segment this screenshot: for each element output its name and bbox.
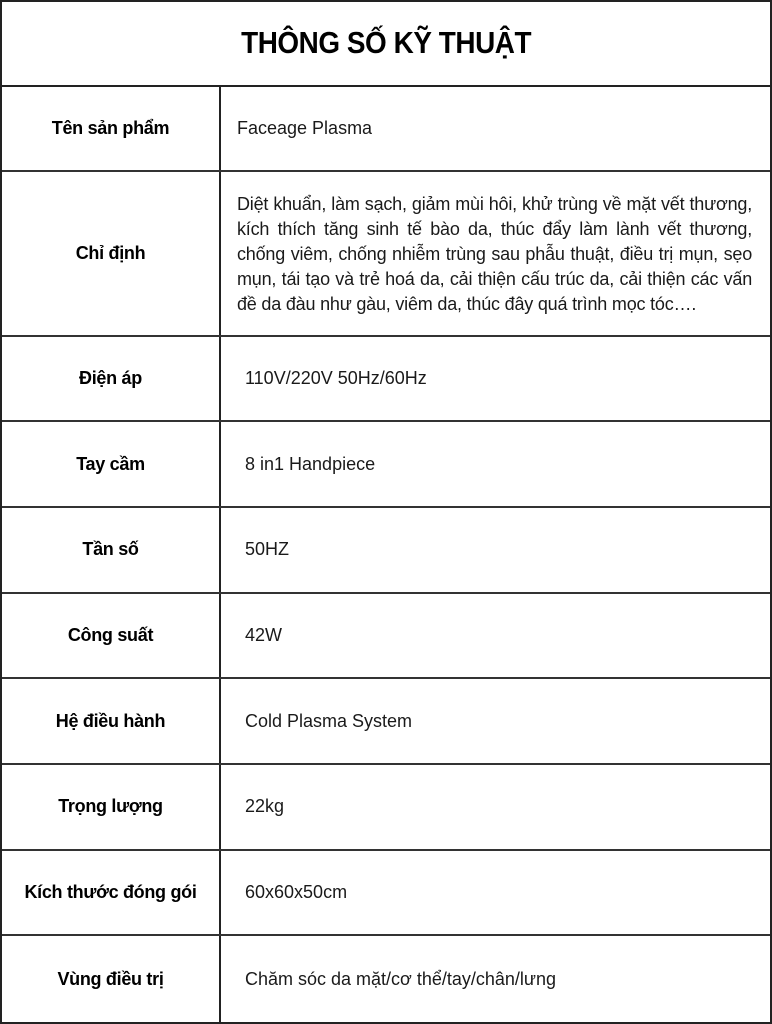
spec-value: 22kg xyxy=(245,796,285,817)
spec-label: Tay cầm xyxy=(2,422,221,506)
spec-value: Diệt khuẩn, làm sạch, giảm mùi hôi, khử trùng về mặt vết thương, kích thích tăng sinh tế bào da, thúc đẩy làm lành vết thương, chống viêm, chống nhiễm trùng sau phẫu thuật, điều trị mụn, sẹo mụn, tái tạo và trẻ hoá da, cải thiện cấu trúc da, cải thiện các vấn đề da đàu như gàu, viêm da, thúc đây quá trình mọc tóc…. xyxy=(237,194,752,315)
spec-value: Chăm sóc da mặt/cơ thể/tay/chân/lưng xyxy=(245,968,557,989)
spec-row-weight xyxy=(2,765,770,851)
spec-label: Tần số xyxy=(2,508,221,592)
spec-row-indications xyxy=(2,172,770,336)
spec-label: Tên sản phẩm xyxy=(2,87,221,171)
spec-label: Hệ điều hành xyxy=(2,679,221,763)
spec-label: Công suất xyxy=(2,594,221,678)
spec-label: Vùng điều trị xyxy=(2,936,221,1022)
spec-value: 8 in1 Handpiece xyxy=(245,453,376,474)
spec-row-treatment-area xyxy=(2,936,770,1022)
spec-label: Kích thước đóng gói xyxy=(2,851,221,935)
spec-value: 110V/220V 50Hz/60Hz xyxy=(245,368,427,389)
spec-value: 60x60x50cm xyxy=(245,882,348,903)
spec-label: Trọng lượng xyxy=(2,765,221,849)
spec-label: Chỉ định xyxy=(2,172,221,334)
spec-value: 50HZ xyxy=(245,539,290,560)
page-title: THÔNG SỐ KỸ THUẬT xyxy=(241,25,531,61)
spec-value: 42W xyxy=(245,625,283,646)
spec-value: Faceage Plasma xyxy=(237,118,373,138)
spec-label: Điện áp xyxy=(2,337,221,421)
spec-row-frequency xyxy=(2,508,770,594)
spec-row-product-name xyxy=(2,87,770,173)
spec-row-handpiece xyxy=(2,422,770,508)
spec-row-package-size xyxy=(2,851,770,937)
title-row xyxy=(2,2,770,87)
spec-row-power xyxy=(2,594,770,680)
spec-row-voltage xyxy=(2,337,770,423)
spec-value: Cold Plasma System xyxy=(245,710,413,731)
spec-row-system xyxy=(2,679,770,765)
